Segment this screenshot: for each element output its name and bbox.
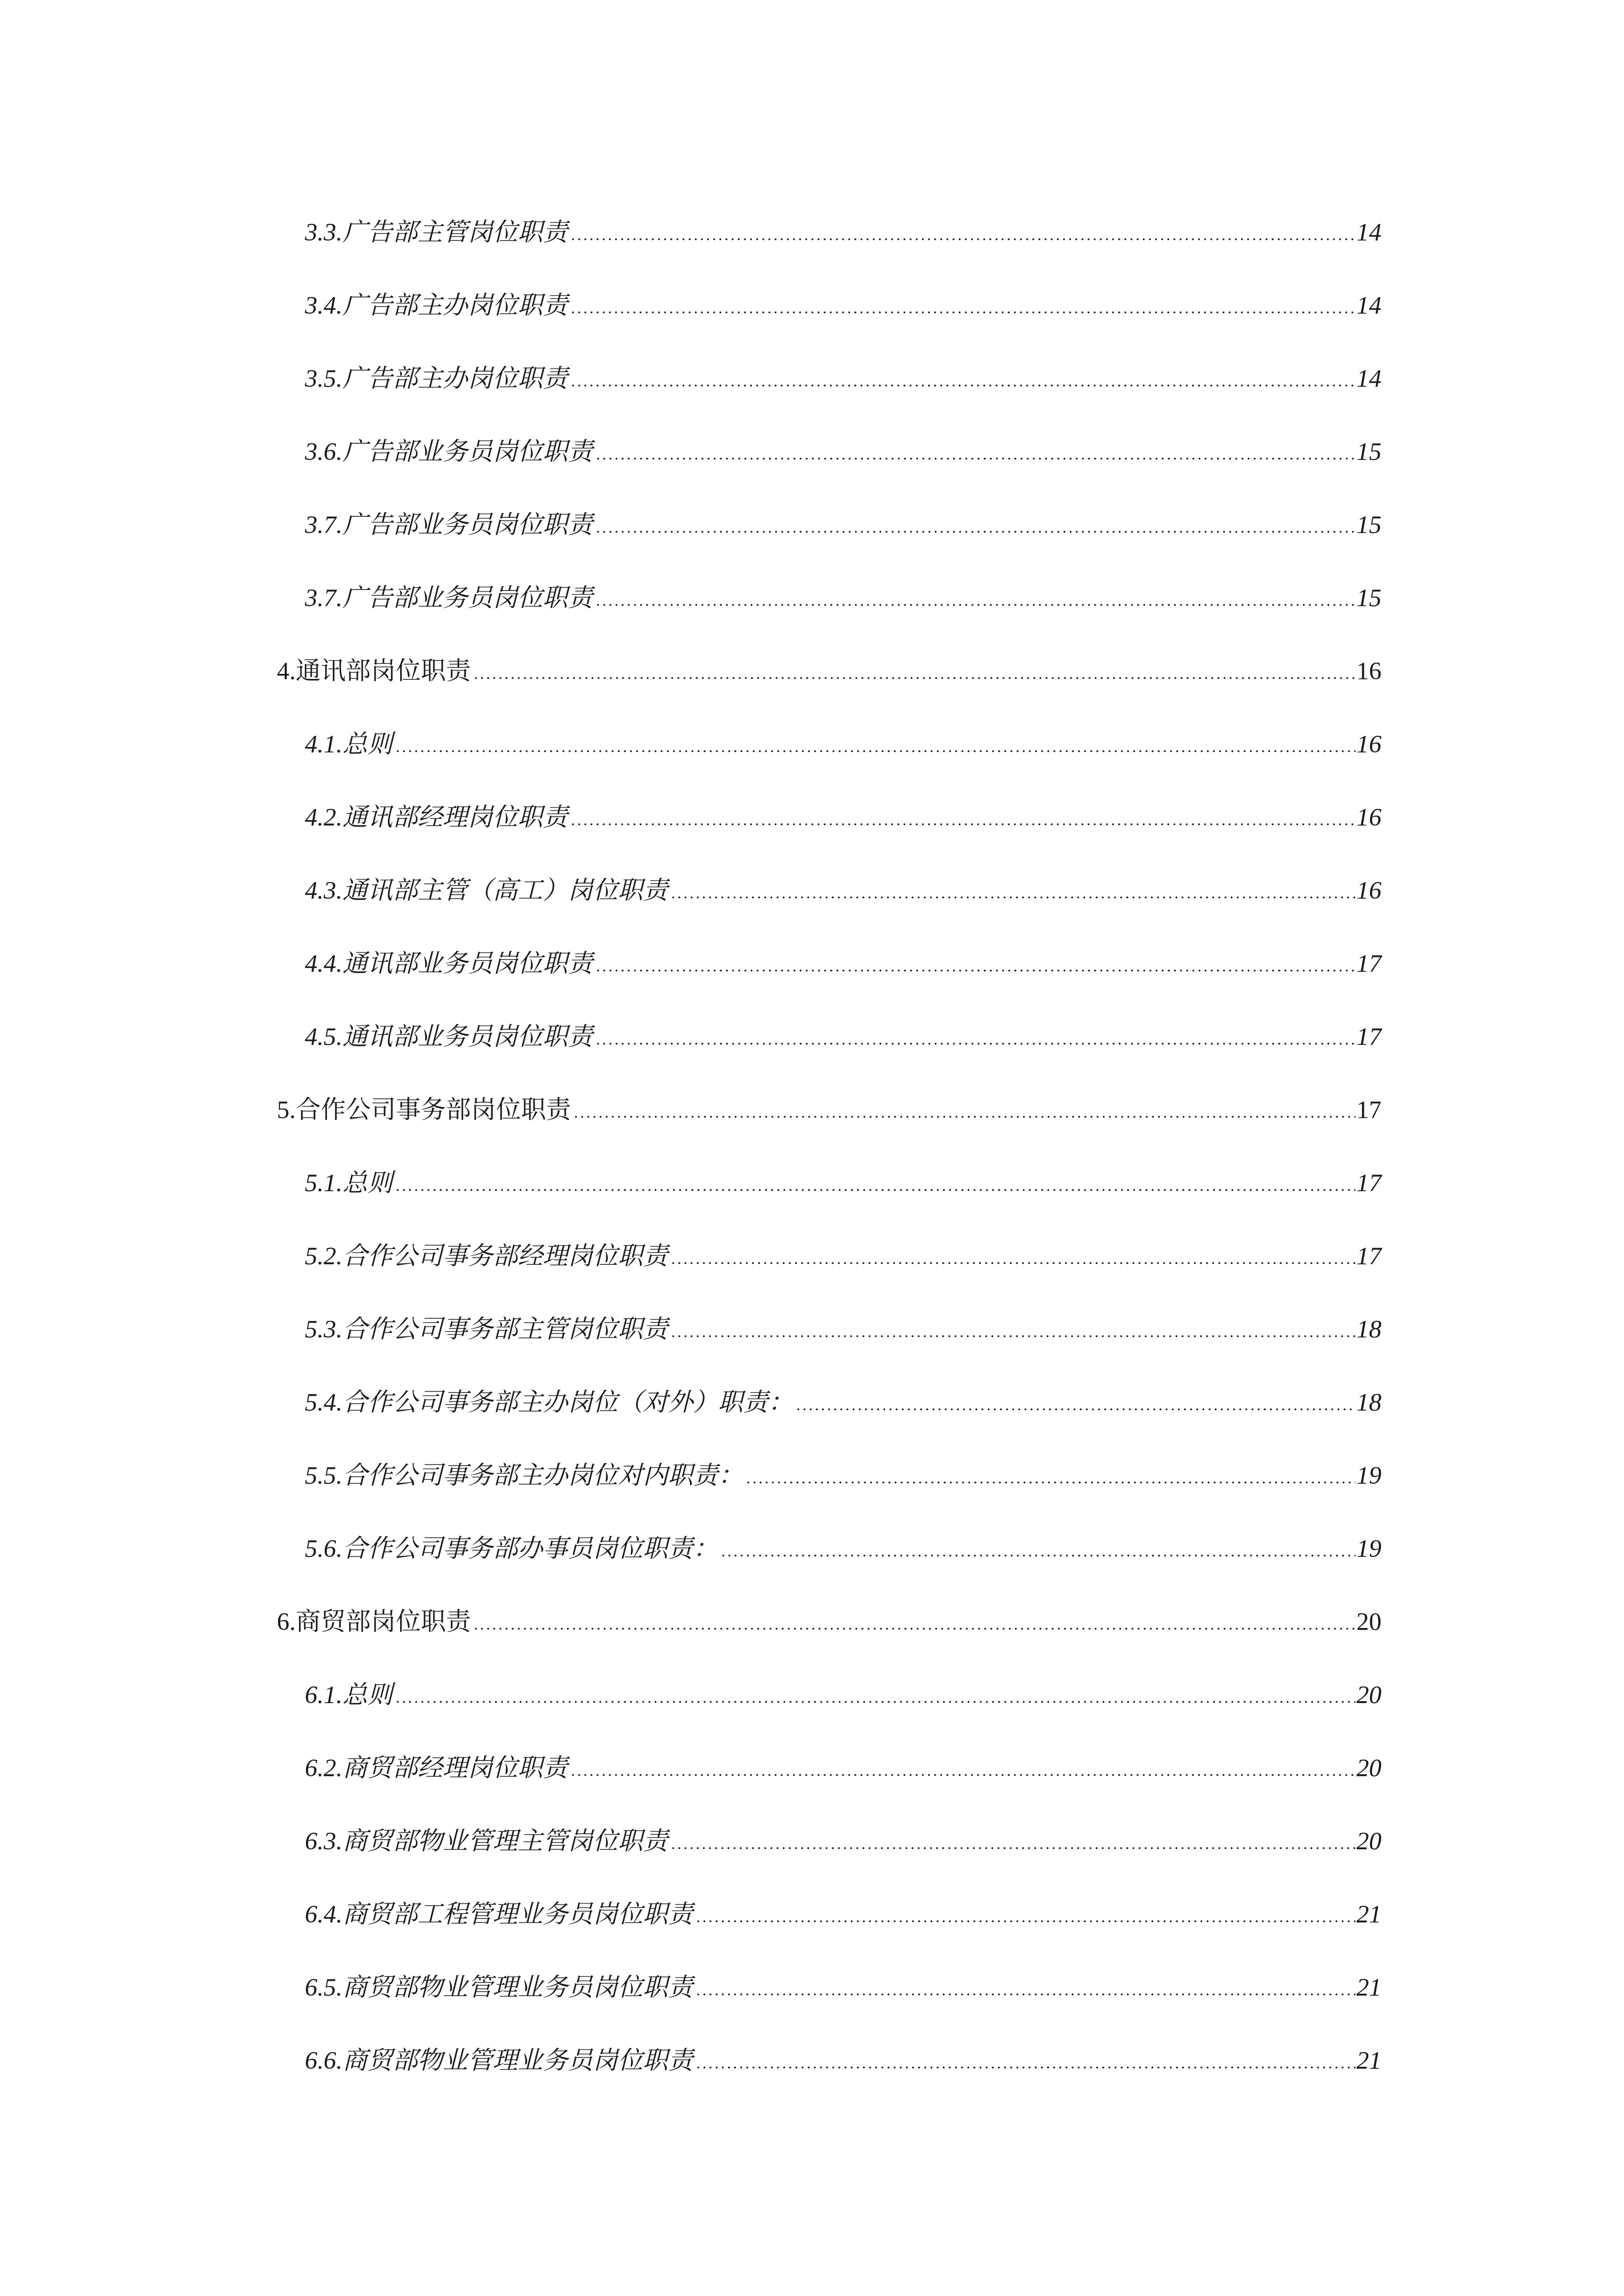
toc-entry-title: 4.4.通讯部业务员岗位职责 [305, 950, 593, 978]
toc-page-number: 15 [1356, 585, 1381, 612]
toc-dot-leader [595, 1042, 1355, 1045]
toc-entry-title: 6.3.商贸部物业管理主管岗位职责 [305, 1828, 668, 1855]
toc-entry-title: 3.6.广告部业务员岗位职责 [305, 438, 593, 466]
toc-page-number: 16 [1356, 658, 1381, 685]
toc-dot-leader [595, 457, 1355, 460]
table-of-contents [277, 196, 1381, 2098]
toc-dot-leader [570, 823, 1355, 826]
toc-dot-leader [570, 1774, 1355, 1776]
toc-page-number: 18 [1356, 1389, 1381, 1416]
toc-section-entry [277, 635, 1381, 708]
toc-entry-title: 4.5.通讯部业务员岗位职责 [305, 1023, 593, 1051]
toc-subsection-entry [277, 1293, 1381, 1366]
toc-subsection-entry [277, 269, 1381, 343]
toc-subsection-entry [277, 416, 1381, 489]
toc-entry-title: 3.7.广告部业务员岗位职责 [305, 511, 593, 539]
toc-entry-title: 5.5.合作公司事务部主办岗位对内职责： [305, 1462, 743, 1490]
toc-entry-title: 5.1.总则 [305, 1170, 393, 1197]
toc-dot-leader [570, 384, 1355, 387]
toc-entry-title: 6.5.商贸部物业管理业务员岗位职责 [305, 1974, 693, 2002]
toc-entry-title: 6.6.商贸部物业管理业务员岗位职责 [305, 2047, 693, 2075]
toc-subsection-entry [277, 562, 1381, 635]
toc-page-number: 21 [1356, 2047, 1381, 2075]
toc-dot-leader [695, 1993, 1355, 1996]
toc-page-number: 15 [1356, 438, 1381, 466]
toc-entry-title: 5.合作公司事务部岗位职责 [277, 1096, 571, 1124]
toc-page-number: 15 [1356, 511, 1381, 539]
toc-page-number: 21 [1356, 1974, 1381, 2002]
toc-dot-leader [395, 750, 1355, 752]
toc-dot-leader [595, 531, 1355, 533]
toc-section-entry [277, 1074, 1381, 1147]
toc-page-number: 21 [1356, 1901, 1381, 1928]
toc-entry-title: 4.2.通讯部经理岗位职责 [305, 804, 568, 831]
toc-subsection-entry [277, 1805, 1381, 1878]
toc-subsection-entry [277, 489, 1381, 562]
toc-subsection-entry [277, 1001, 1381, 1074]
toc-subsection-entry [277, 781, 1381, 854]
toc-entry-title: 4.通讯部岗位职责 [277, 658, 471, 685]
toc-dot-leader [720, 1554, 1355, 1557]
toc-page-number: 19 [1356, 1535, 1381, 1563]
toc-subsection-entry [277, 1513, 1381, 1586]
toc-entry-title: 5.4.合作公司事务部主办岗位（对外）职责： [305, 1389, 793, 1416]
toc-dot-leader [670, 1847, 1355, 1849]
toc-page-number: 17 [1356, 950, 1381, 978]
toc-subsection-entry [277, 1878, 1381, 1951]
toc-dot-leader [473, 1628, 1355, 1630]
toc-subsection-entry [277, 928, 1381, 1001]
toc-dot-leader [473, 677, 1355, 679]
toc-entry-title: 3.7.广告部业务员岗位职责 [305, 585, 593, 612]
toc-entry-title: 3.5.广告部主办岗位职责 [305, 365, 568, 393]
toc-dot-leader [395, 1701, 1355, 1703]
toc-page-number: 16 [1356, 731, 1381, 758]
toc-subsection-entry [277, 1659, 1381, 1732]
toc-page-number: 16 [1356, 804, 1381, 831]
toc-page-number: 20 [1356, 1682, 1381, 1709]
toc-dot-leader [670, 896, 1355, 899]
toc-subsection-entry [277, 1440, 1381, 1513]
toc-subsection-entry [277, 1366, 1381, 1440]
toc-entry-title: 5.3.合作公司事务部主管岗位职责 [305, 1316, 668, 1343]
toc-page-number: 17 [1356, 1096, 1381, 1124]
toc-page-number: 14 [1356, 219, 1381, 246]
toc-page-number: 17 [1356, 1023, 1381, 1051]
toc-subsection-entry [277, 1147, 1381, 1220]
toc-page-number: 17 [1356, 1170, 1381, 1197]
toc-dot-leader [795, 1408, 1355, 1411]
toc-dot-leader [595, 604, 1355, 606]
toc-entry-title: 4.1.总则 [305, 731, 393, 758]
toc-subsection-entry [277, 2025, 1381, 2098]
toc-dot-leader [670, 1335, 1355, 1337]
toc-entry-title: 6.1.总则 [305, 1682, 393, 1709]
toc-entry-title: 3.3.广告部主管岗位职责 [305, 219, 568, 246]
toc-subsection-entry [277, 708, 1381, 781]
toc-entry-title: 3.4.广告部主办岗位职责 [305, 292, 568, 320]
toc-dot-leader [670, 1262, 1355, 1264]
toc-subsection-entry [277, 854, 1381, 928]
toc-page-number: 19 [1356, 1462, 1381, 1490]
toc-subsection-entry [277, 1732, 1381, 1805]
toc-subsection-entry [277, 1951, 1381, 2025]
toc-subsection-entry [277, 1220, 1381, 1293]
toc-dot-leader [745, 1481, 1355, 1484]
toc-entry-title: 5.6.合作公司事务部办事员岗位职责： [305, 1535, 718, 1563]
toc-page-number: 14 [1356, 365, 1381, 393]
toc-page-number: 20 [1356, 1608, 1381, 1636]
toc-page-number: 18 [1356, 1316, 1381, 1343]
toc-entry-title: 6.商贸部岗位职责 [277, 1608, 471, 1636]
toc-page-number: 20 [1356, 1755, 1381, 1782]
toc-dot-leader [695, 2066, 1355, 2069]
toc-page-number: 16 [1356, 877, 1381, 905]
toc-page-number: 14 [1356, 292, 1381, 320]
toc-entry-title: 4.3.通讯部主管（高工）岗位职责 [305, 877, 668, 905]
toc-entry-title: 6.4.商贸部工程管理业务员岗位职责 [305, 1901, 693, 1928]
toc-subsection-entry [277, 196, 1381, 269]
toc-page-number: 17 [1356, 1243, 1381, 1270]
toc-entry-title: 5.2.合作公司事务部经理岗位职责 [305, 1243, 668, 1270]
toc-subsection-entry [277, 343, 1381, 416]
toc-dot-leader [570, 238, 1355, 240]
toc-dot-leader [695, 1920, 1355, 1922]
toc-entry-title: 6.2.商贸部经理岗位职责 [305, 1755, 568, 1782]
toc-dot-leader [595, 969, 1355, 972]
toc-section-entry [277, 1586, 1381, 1659]
toc-dot-leader [570, 311, 1355, 314]
toc-page-number: 20 [1356, 1828, 1381, 1855]
toc-dot-leader [395, 1189, 1355, 1191]
toc-dot-leader [573, 1116, 1355, 1118]
